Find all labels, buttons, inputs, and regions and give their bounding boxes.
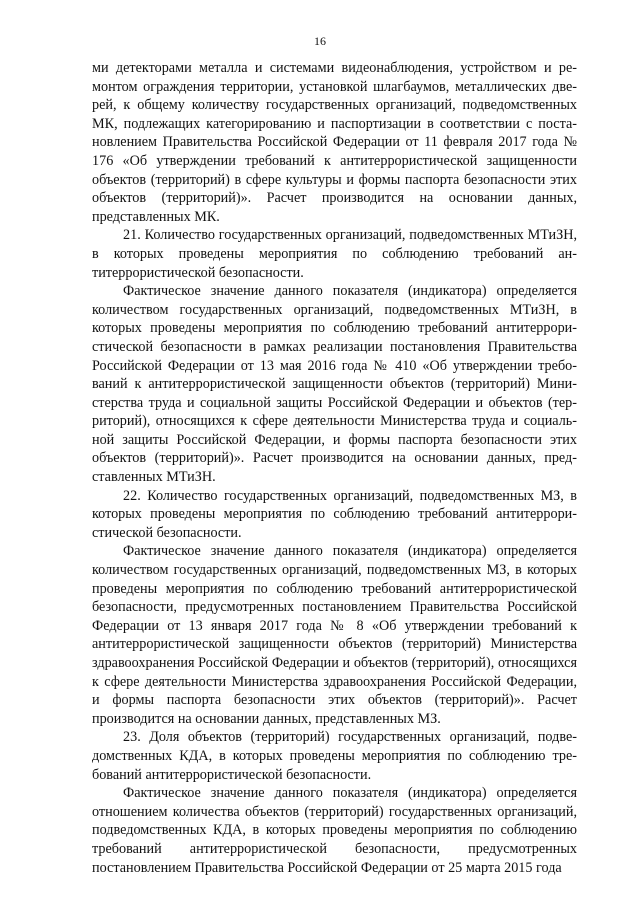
paragraph-continuation: ми детекторами металла и системами видеонаблюдения, устройством и ремонтом ограждения территории, установкой шлагбаумов, металлических дверей, к общему количеству государственных организаций, подведомственных МК, подлежащих категорированию и паспортизации в соответствии с постановлением Правительства Российской Федерации от 11 февраля 2017 года № 176 «Об утверждении требований к антитеррористической защищенности объектов (территорий) в сфере культуры и формы паспорта безопасности этих объектов (территорий)». Расчет производится на основании данных, представленных МК.	[92, 60, 577, 225]
paragraph-item-23-heading: 23. Доля объектов (территорий) государственных организаций, подведомственных КДА, в которых проведены мероприятия по соблюдению требований антитеррористической безопасности.	[92, 729, 577, 783]
paragraph-item-21-description: Фактическое значение данного показателя (индикатора) определяется количеством государственных организаций, подведомственных МТиЗН, в которых проведены мероприятия по соблюдению требований антитеррористической безопасности в рамках реализации постановления Правительства Российской Федерации от 13 мая 2016 года № 410 «Об утверждении требований к антитеррористической защищенности объектов (территорий) Министерства труда и социальной защиты Российской Федерации и объектов (территорий), относящихся к сфере деятельности Министерства труда и социальной защиты Российской Федерации, и формы паспорта безопасности этих объектов (территорий)». Расчет производится на основании данных, представленных МТиЗН.	[92, 283, 577, 486]
page-number: 16	[314, 34, 326, 48]
body-text	[92, 59, 577, 877]
paragraph-item-22-description: Фактическое значение данного показателя (индикатора) определяется количеством государственных организаций, подведомственных МЗ, в которых проведены мероприятия по соблюдению требований антитеррористической безопасности, предусмотренных постановлением Правительства Российской Федерации от 13 января 2017 года № 8 «Об утверждении требований к антитеррористической защищенности объектов (территорий) Министерства здравоохранения Российской Федерации и объектов (территорий), относящихся к сфере деятельности Министерства здравоохранения Российской Федерации, и формы паспорта безопасности этих объектов (территорий)». Расчет производится на основании данных, представленных МЗ.	[92, 543, 577, 727]
paragraph-item-23-description: Фактическое значение данного показателя (индикатора) определяется отношением количества объектов (территорий) государственных организаций, подведомственных КДА, в которых проведены мероприятия по соблюдению требований антитеррористической безопасности, предусмотренных постановлением Правительства Российской Федерации от 25 марта 2015 года	[92, 785, 577, 876]
paragraph-item-22-heading: 22. Количество государственных организаций, подведомственных МЗ, в которых проведены мероприятия по соблюдению требований антитеррористической безопасности.	[92, 487, 577, 541]
paragraph-item-21-heading: 21. Количество государственных организаций, подведомственных МТиЗН, в которых проведены мероприятия по соблюдению требований антитеррористической безопасности.	[92, 227, 577, 281]
